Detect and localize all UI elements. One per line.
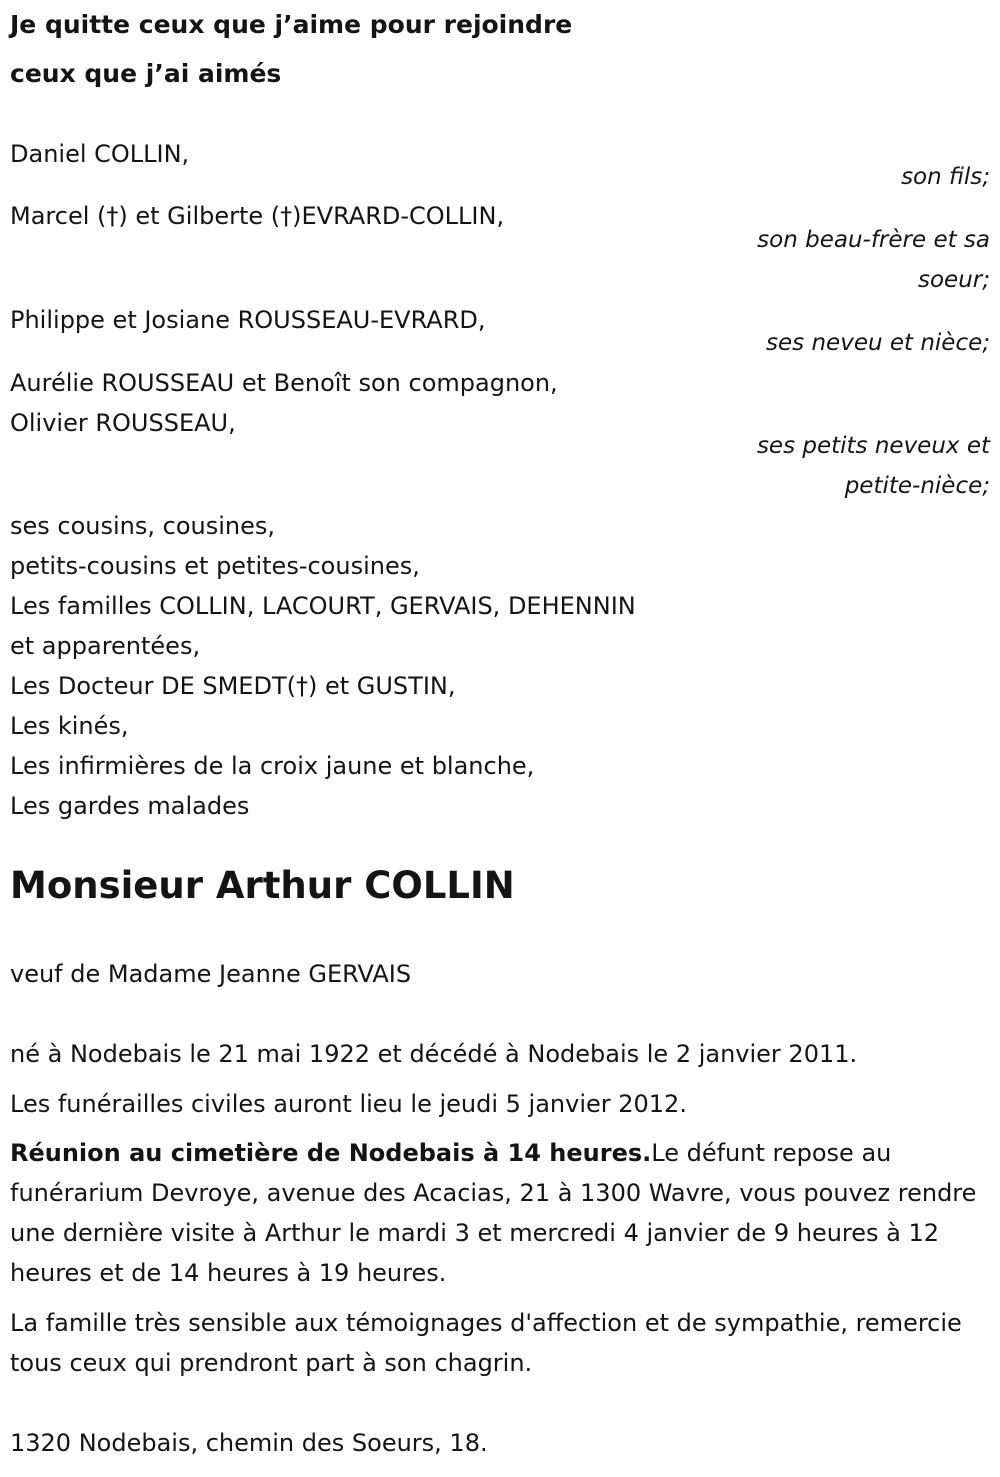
meeting-bold: Réunion au cimetière de Nodebais à 14 heures. <box>10 1139 652 1167</box>
family-other-line: Les kinés, <box>10 712 129 740</box>
thanks-paragraph: La famille très sensible aux témoignages d'affection et de sympathie, remercie tous ceux qui prendront part à son chagrin. <box>10 1309 962 1377</box>
epigraph-line-1: Je quitte ceux que j’aime pour rejoindre <box>10 10 573 39</box>
meeting-details: Le défunt repose au funérarium Devroye, avenue des Acacias, 21 à 1300 Wavre, vous pouvez rendre une dernière visite à Arthur le mardi 3 et mercredi 4 janvier de 9 heures à 12 heures et de 14 heures à 19 heures. <box>10 1139 977 1287</box>
address-line: 1320 Nodebais, chemin des Soeurs, 18. <box>10 1429 488 1457</box>
family-aurelie: Aurélie ROUSSEAU et Benoît son compagnon, <box>10 369 558 397</box>
epigraph-line-2: ceux que j’ai aimés <box>10 59 282 88</box>
funeral-line: Les funérailles civiles auront lieu le jeudi 5 janvier 2012. <box>10 1090 687 1118</box>
relation-grand-nephews-1: ses petits neveux et <box>756 433 990 459</box>
family-other-line: Les familles COLLIN, LACOURT, GERVAIS, DEHENNIN <box>10 592 636 620</box>
family-olivier: Olivier ROUSSEAU, <box>10 409 236 437</box>
birth-death-line: né à Nodebais le 21 mai 1922 et décédé à Nodebais le 2 janvier 2011. <box>10 1040 858 1068</box>
relation-grand-nephews-2: petite-nièce; <box>844 473 990 499</box>
relation-nephew-niece: ses neveu et nièce; <box>766 330 990 356</box>
family-philippe: Philippe et Josiane ROUSSEAU-EVRARD, <box>10 306 486 334</box>
family-other-line: petits-cousins et petites-cousines, <box>10 552 420 580</box>
deceased-name: Monsieur Arthur COLLIN <box>10 864 515 907</box>
family-other-line: Les gardes malades <box>10 792 250 820</box>
relation-brother-in-law-2: soeur; <box>918 267 990 293</box>
family-other-line: et apparentées, <box>10 632 201 660</box>
meeting-paragraph <box>10 1133 985 1293</box>
relation-son: son fils; <box>901 164 990 190</box>
relation-brother-in-law-1: son beau-frère et sa <box>757 227 990 253</box>
widow-line: veuf de Madame Jeanne GERVAIS <box>10 960 412 988</box>
family-other-line: Les Docteur DE SMEDT(†) et GUSTIN, <box>10 672 456 700</box>
family-marcel: Marcel (†) et Gilberte (†)EVRARD-COLLIN, <box>10 202 505 230</box>
family-other-line: Les infirmières de la croix jaune et blanche, <box>10 752 535 780</box>
family-other-line: ses cousins, cousines, <box>10 512 276 540</box>
family-daniel: Daniel COLLIN, <box>10 140 190 168</box>
